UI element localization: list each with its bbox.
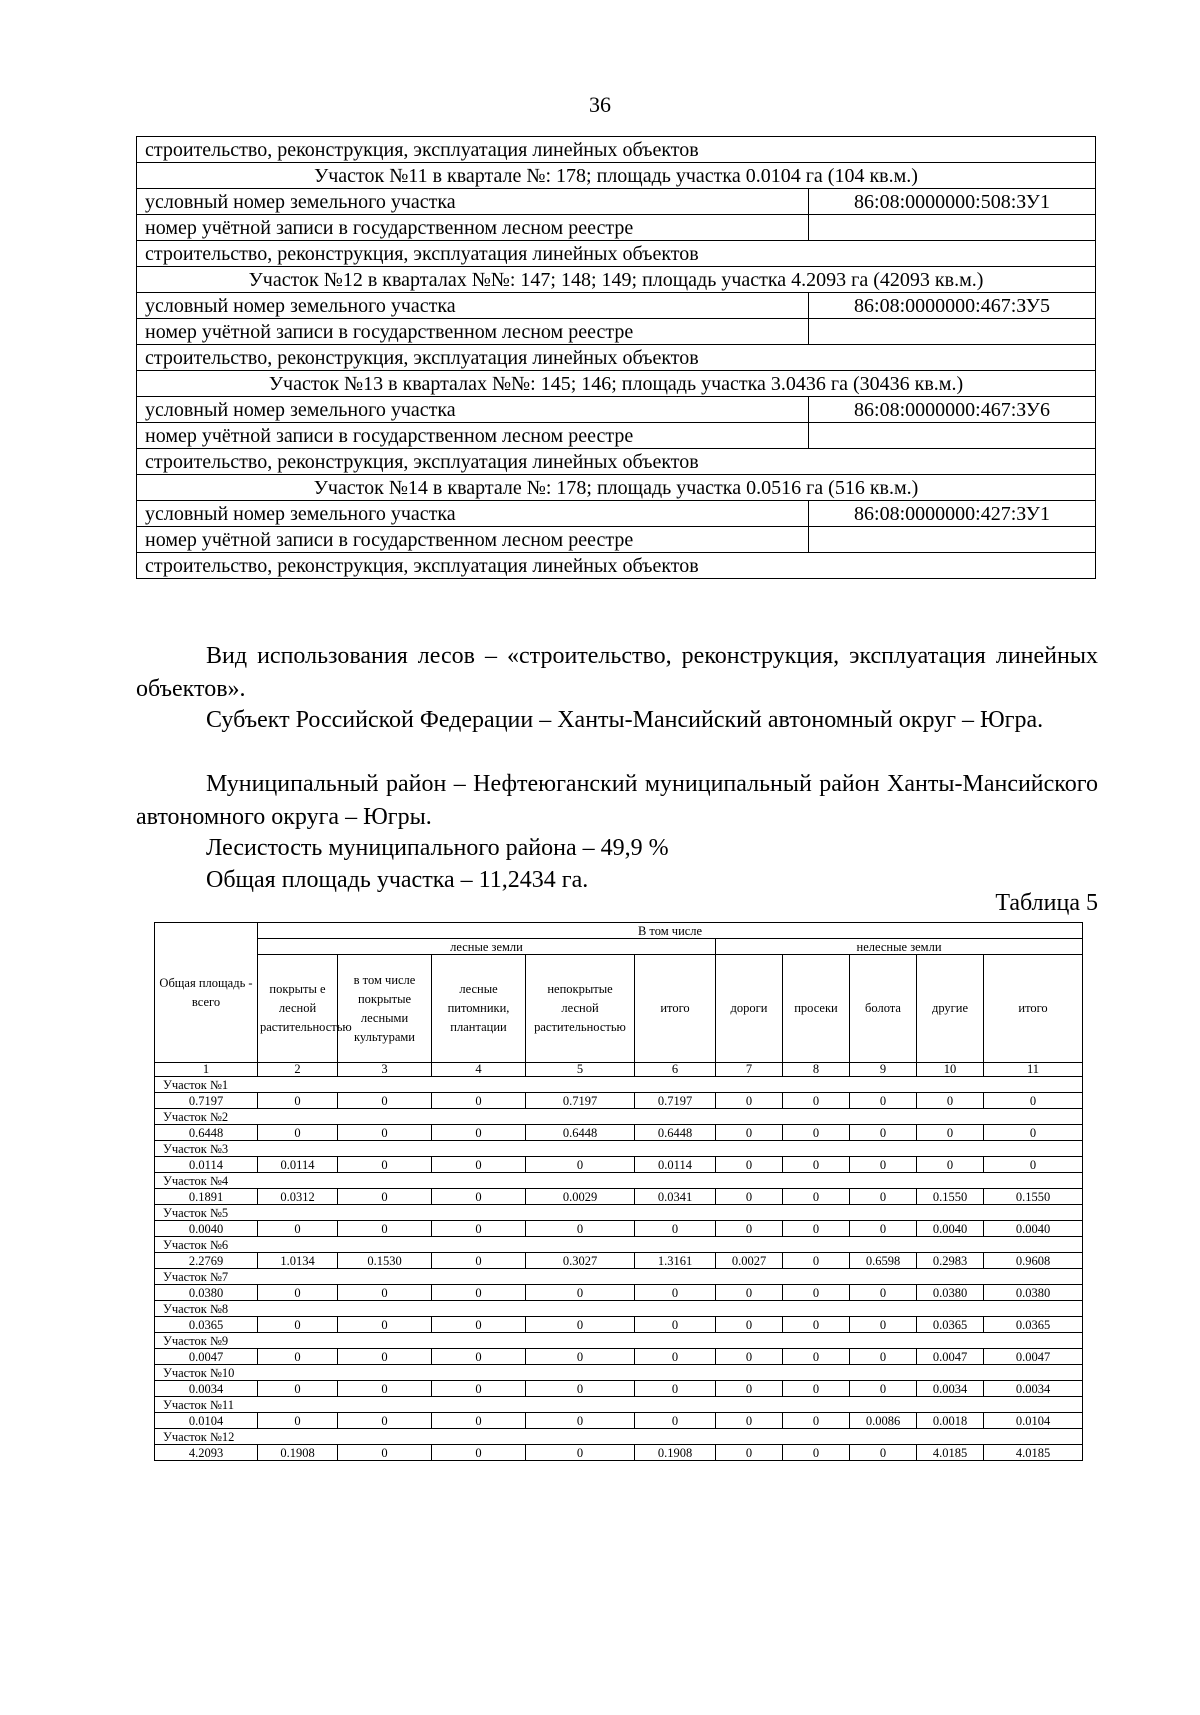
table-cell: 0 xyxy=(850,1125,917,1141)
table-row xyxy=(137,423,1096,449)
registry-number xyxy=(809,423,1096,449)
table-row xyxy=(137,241,1096,267)
table-row xyxy=(137,475,1096,501)
header-col-7: дороги xyxy=(716,955,783,1063)
table-cell: 0.0114 xyxy=(155,1157,258,1173)
table-cell: 0.6598 xyxy=(850,1253,917,1269)
plot-header: Участок №11 в квартале №: 178; площадь участка 0.0104 га (104 кв.м.) xyxy=(137,163,1096,189)
table-row xyxy=(155,1077,1083,1093)
plot-label: Участок №8 xyxy=(155,1301,1083,1317)
table-cell: 0 xyxy=(783,1381,850,1397)
plot-label: Участок №5 xyxy=(155,1205,1083,1221)
table-row xyxy=(155,1237,1083,1253)
column-number: 3 xyxy=(338,1063,432,1077)
table-cell: 0.0047 xyxy=(984,1349,1083,1365)
table-row xyxy=(155,955,1083,1063)
table-cell: 0.1530 xyxy=(338,1253,432,1269)
table-cell: 0 xyxy=(716,1381,783,1397)
table-cell: 0 xyxy=(850,1093,917,1109)
table-cell: 0.6448 xyxy=(526,1125,635,1141)
subject-text: Субъект Российской Федерации – Ханты-Мансийский автономный округ – Югра. xyxy=(206,707,1044,733)
table-cell: 0 xyxy=(716,1349,783,1365)
table-row xyxy=(137,449,1096,475)
table-cell: 0 xyxy=(338,1381,432,1397)
plot-label: Участок №6 xyxy=(155,1237,1083,1253)
table-cell: 0.0114 xyxy=(635,1157,716,1173)
plot-label: Участок №10 xyxy=(155,1365,1083,1381)
table-cell: 0.0380 xyxy=(155,1285,258,1301)
header-col-4: лесные питомники, плантации xyxy=(432,955,526,1063)
table-cell: 0.0365 xyxy=(155,1317,258,1333)
table-cell: 0 xyxy=(716,1093,783,1109)
table-cell: 0.1908 xyxy=(635,1445,716,1461)
table-row xyxy=(137,371,1096,397)
registry-number xyxy=(809,527,1096,553)
table-cell: 0.0029 xyxy=(526,1189,635,1205)
table-cell: 0.6448 xyxy=(155,1125,258,1141)
table-cell: 0 xyxy=(917,1157,984,1173)
table-row xyxy=(155,1125,1083,1141)
plot-header: Участок №13 в кварталах №№: 145; 146; площадь участка 3.0436 га (30436 кв.м.) xyxy=(137,371,1096,397)
table-cell: 0.7197 xyxy=(155,1093,258,1109)
table-row xyxy=(155,1381,1083,1397)
table-cell: 0.0086 xyxy=(850,1413,917,1429)
table-row xyxy=(155,1413,1083,1429)
table-cell: 0.0018 xyxy=(917,1413,984,1429)
table-cell: 0 xyxy=(526,1317,635,1333)
plot-label: Участок №2 xyxy=(155,1109,1083,1125)
table-cell: 0 xyxy=(716,1413,783,1429)
table-cell: 0 xyxy=(783,1285,850,1301)
table-cell: 0 xyxy=(338,1189,432,1205)
table-cell: 0 xyxy=(338,1125,432,1141)
table-cell: 0 xyxy=(783,1413,850,1429)
table-cell: 0.0114 xyxy=(258,1157,338,1173)
use-type-cell: строительство, реконструкция, эксплуатация линейных объектов xyxy=(137,137,1096,163)
table-cell: 0 xyxy=(258,1349,338,1365)
table-row xyxy=(155,1397,1083,1413)
cadastral-number: 86:08:0000000:508:ЗУ1 xyxy=(809,189,1096,215)
table-cell: 0 xyxy=(526,1413,635,1429)
table-cell: 0 xyxy=(526,1221,635,1237)
forest-use-paragraph xyxy=(136,640,1098,706)
plots-info-body xyxy=(137,163,1096,579)
table-cell: 0 xyxy=(984,1093,1083,1109)
table-cell: 0.1550 xyxy=(984,1189,1083,1205)
table-cell: 0 xyxy=(526,1285,635,1301)
table-cell: 0.2983 xyxy=(917,1253,984,1269)
table-row xyxy=(155,1365,1083,1381)
table-row xyxy=(155,1189,1083,1205)
table-row xyxy=(155,1301,1083,1317)
table-cell: 0 xyxy=(258,1381,338,1397)
table-cell: 0 xyxy=(783,1349,850,1365)
table-row xyxy=(137,527,1096,553)
header-including: В том числе xyxy=(258,923,1083,939)
registry-label: номер учётной записи в государственном лесном реестре xyxy=(137,527,809,553)
table-cell: 0 xyxy=(783,1189,850,1205)
table-cell: 0 xyxy=(258,1413,338,1429)
table-row xyxy=(155,1173,1083,1189)
column-number: 9 xyxy=(850,1063,917,1077)
table-cell: 0 xyxy=(783,1253,850,1269)
table-row xyxy=(155,1269,1083,1285)
table-cell: 0 xyxy=(258,1221,338,1237)
table-cell: 0 xyxy=(850,1157,917,1173)
table-cell: 0 xyxy=(432,1349,526,1365)
header-col-5: непокрытые лесной растительностью xyxy=(526,955,635,1063)
header-nonforest-lands: нелесные земли xyxy=(716,939,1083,955)
table-cell: 1.0134 xyxy=(258,1253,338,1269)
table-cell: 0.0104 xyxy=(984,1413,1083,1429)
table-cell: 0 xyxy=(635,1317,716,1333)
table-row xyxy=(137,189,1096,215)
table-cell: 0.0312 xyxy=(258,1189,338,1205)
table-row xyxy=(155,1253,1083,1269)
land-area-body xyxy=(155,1077,1083,1461)
table-cell: 0.0047 xyxy=(155,1349,258,1365)
table-row xyxy=(137,163,1096,189)
column-number: 2 xyxy=(258,1063,338,1077)
table-cell: 0 xyxy=(635,1285,716,1301)
table-cell: 0 xyxy=(716,1285,783,1301)
header-col-9: болота xyxy=(850,955,917,1063)
table-cell: 0.0040 xyxy=(917,1221,984,1237)
use-type-cell: строительство, реконструкция, эксплуатация линейных объектов xyxy=(137,345,1096,371)
table-row xyxy=(155,1349,1083,1365)
registry-number xyxy=(809,319,1096,345)
header-col-10: другие xyxy=(917,955,984,1063)
header-col-8: просеки xyxy=(783,955,850,1063)
table-cell: 0 xyxy=(432,1221,526,1237)
table-cell: 0 xyxy=(850,1381,917,1397)
table-cell: 0 xyxy=(783,1157,850,1173)
plot-header: Участок №12 в кварталах №№: 147; 148; 149; площадь участка 4.2093 га (42093 кв.м.) xyxy=(137,267,1096,293)
table-cell: 0 xyxy=(526,1349,635,1365)
cadastral-number: 86:08:0000000:467:ЗУ5 xyxy=(809,293,1096,319)
table-cell: 0.0034 xyxy=(917,1381,984,1397)
column-number: 7 xyxy=(716,1063,783,1077)
table-cell: 0 xyxy=(432,1445,526,1461)
table-cell: 0 xyxy=(338,1413,432,1429)
table-cell: 0 xyxy=(783,1221,850,1237)
cadastral-number: 86:08:0000000:467:ЗУ6 xyxy=(809,397,1096,423)
column-number: 11 xyxy=(984,1063,1083,1077)
header-total: Общая площадь - всего xyxy=(155,923,258,1063)
table-cell: 4.0185 xyxy=(984,1445,1083,1461)
page-number: 36 xyxy=(589,92,611,117)
table-cell: 0 xyxy=(917,1125,984,1141)
table-cell: 0.7197 xyxy=(526,1093,635,1109)
table-row xyxy=(155,1333,1083,1349)
subject-paragraph xyxy=(136,704,1098,737)
plot-header: Участок №14 в квартале №: 178; площадь участка 0.0516 га (516 кв.м.) xyxy=(137,475,1096,501)
plot-label: Участок №1 xyxy=(155,1077,1083,1093)
table-cell: 0 xyxy=(850,1189,917,1205)
column-number: 10 xyxy=(917,1063,984,1077)
table-cell: 0.0380 xyxy=(917,1285,984,1301)
header-forest-lands: лесные земли xyxy=(258,939,716,955)
header-col-11: итого xyxy=(984,955,1083,1063)
table-cell: 0.6448 xyxy=(635,1125,716,1141)
forest-cover-paragraph xyxy=(136,832,1098,865)
table-cell: 0 xyxy=(850,1221,917,1237)
table-cell: 0 xyxy=(716,1157,783,1173)
table-cell: 0 xyxy=(783,1445,850,1461)
table-cell: 0.0027 xyxy=(716,1253,783,1269)
plot-label: Участок №11 xyxy=(155,1397,1083,1413)
land-area-table xyxy=(154,922,1083,1461)
table-cell: 0 xyxy=(635,1221,716,1237)
table-cell: 0 xyxy=(850,1317,917,1333)
table-cell: 0 xyxy=(783,1125,850,1141)
table-cell: 0 xyxy=(258,1093,338,1109)
table-cell: 0.1891 xyxy=(155,1189,258,1205)
column-number: 6 xyxy=(635,1063,716,1077)
table-cell: 0.0341 xyxy=(635,1189,716,1205)
table-row xyxy=(137,293,1096,319)
table-cell: 0 xyxy=(635,1381,716,1397)
table-cell: 0.9608 xyxy=(984,1253,1083,1269)
plots-info-table xyxy=(136,136,1096,579)
plot-label: Участок №12 xyxy=(155,1429,1083,1445)
table-row xyxy=(155,939,1083,955)
cadastral-number: 86:08:0000000:427:ЗУ1 xyxy=(809,501,1096,527)
table-cell: 0 xyxy=(716,1445,783,1461)
table-cell: 0 xyxy=(432,1381,526,1397)
district-text: Муниципальный район – Нефтеюганский муниципальный район Ханты-Мансийского автономного округа – Югры. xyxy=(136,771,1098,830)
table-cell: 0 xyxy=(526,1157,635,1173)
table-cell: 0 xyxy=(432,1253,526,1269)
table-cell: 0.1550 xyxy=(917,1189,984,1205)
table-row xyxy=(155,1445,1083,1461)
table-cell: 1.3161 xyxy=(635,1253,716,1269)
column-number: 4 xyxy=(432,1063,526,1077)
table-cell: 4.2093 xyxy=(155,1445,258,1461)
table-cell: 0 xyxy=(338,1317,432,1333)
table-cell: 0 xyxy=(716,1189,783,1205)
forest-cover-text: Лесистость муниципального района – 49,9 % xyxy=(206,835,669,861)
table-cell: 0 xyxy=(432,1285,526,1301)
table-cell: 0 xyxy=(984,1157,1083,1173)
table-cell: 0 xyxy=(526,1381,635,1397)
table-row xyxy=(155,1429,1083,1445)
use-type-cell: строительство, реконструкция, эксплуатация линейных объектов xyxy=(137,553,1096,579)
table-cell: 0 xyxy=(850,1349,917,1365)
column-number: 8 xyxy=(783,1063,850,1077)
table-cell: 0.0034 xyxy=(984,1381,1083,1397)
table-cell: 0 xyxy=(432,1413,526,1429)
plot-label: Участок №7 xyxy=(155,1269,1083,1285)
table-row xyxy=(155,1205,1083,1221)
table-cell: 0 xyxy=(783,1093,850,1109)
table-row xyxy=(137,137,1096,163)
table-cell: 0.7197 xyxy=(635,1093,716,1109)
header-col-6: итого xyxy=(635,955,716,1063)
table-caption: Таблица 5 xyxy=(995,890,1098,916)
registry-label: номер учётной записи в государственном лесном реестре xyxy=(137,423,809,449)
table-row xyxy=(137,553,1096,579)
table-cell: 0 xyxy=(716,1221,783,1237)
table-cell: 0.0047 xyxy=(917,1349,984,1365)
table-cell: 0.0365 xyxy=(984,1317,1083,1333)
table-cell: 0 xyxy=(338,1285,432,1301)
table-cell: 0.0380 xyxy=(984,1285,1083,1301)
header-col-2: покрыты е лесной растительностью xyxy=(258,955,338,1063)
cadastral-label: условный номер земельного участка xyxy=(137,397,809,423)
column-number: 1 xyxy=(155,1063,258,1077)
table-row xyxy=(137,319,1096,345)
table-cell: 0.1908 xyxy=(258,1445,338,1461)
table-cell: 0 xyxy=(338,1093,432,1109)
table-cell: 0 xyxy=(432,1317,526,1333)
table-cell: 0 xyxy=(526,1445,635,1461)
table-cell: 0.0365 xyxy=(917,1317,984,1333)
table-row xyxy=(155,1285,1083,1301)
table-cell: 0 xyxy=(258,1317,338,1333)
table-cell: 0 xyxy=(635,1413,716,1429)
plot-label: Участок №3 xyxy=(155,1141,1083,1157)
table-cell: 0 xyxy=(258,1285,338,1301)
table-row xyxy=(137,215,1096,241)
table-cell: 0 xyxy=(338,1349,432,1365)
table-cell: 0 xyxy=(338,1445,432,1461)
table-cell: 0 xyxy=(432,1189,526,1205)
registry-number xyxy=(809,215,1096,241)
table-cell: 0 xyxy=(338,1157,432,1173)
plot-label: Участок №4 xyxy=(155,1173,1083,1189)
table-cell: 0.0104 xyxy=(155,1413,258,1429)
table-row xyxy=(155,1157,1083,1173)
table-cell: 0 xyxy=(432,1093,526,1109)
table-cell: 0 xyxy=(716,1317,783,1333)
table-cell: 0 xyxy=(716,1125,783,1141)
cadastral-label: условный номер земельного участка xyxy=(137,501,809,527)
table-row xyxy=(137,397,1096,423)
table-cell: 0 xyxy=(917,1093,984,1109)
table-row xyxy=(155,1093,1083,1109)
table-cell: 0 xyxy=(850,1445,917,1461)
table-row xyxy=(155,1221,1083,1237)
column-number: 5 xyxy=(526,1063,635,1077)
table-cell: 0 xyxy=(432,1157,526,1173)
header-col-3: в том числе покрытые лесными культурами xyxy=(338,955,432,1063)
use-type-cell: строительство, реконструкция, эксплуатация линейных объектов xyxy=(137,241,1096,267)
column-numbers-row xyxy=(155,1063,1083,1077)
cadastral-label: условный номер земельного участка xyxy=(137,189,809,215)
use-type-cell: строительство, реконструкция, эксплуатация линейных объектов xyxy=(137,449,1096,475)
table-row xyxy=(155,923,1083,939)
forest-use-text: Вид использования лесов – «строительство, реконструкция, эксплуатация линейных объектов». xyxy=(136,643,1098,702)
table-cell: 0 xyxy=(258,1125,338,1141)
table-cell: 0 xyxy=(783,1317,850,1333)
table-row xyxy=(137,501,1096,527)
cadastral-label: условный номер земельного участка xyxy=(137,293,809,319)
table-row xyxy=(155,1317,1083,1333)
plot-label: Участок №9 xyxy=(155,1333,1083,1349)
table-cell: 0 xyxy=(338,1221,432,1237)
table-cell: 0 xyxy=(984,1125,1083,1141)
table-cell: 0 xyxy=(432,1125,526,1141)
table-cell: 0.3027 xyxy=(526,1253,635,1269)
table-cell: 2.2769 xyxy=(155,1253,258,1269)
table-row xyxy=(155,1109,1083,1125)
table-cell: 0 xyxy=(850,1285,917,1301)
table-row xyxy=(137,345,1096,371)
district-paragraph xyxy=(136,768,1098,834)
registry-label: номер учётной записи в государственном лесном реестре xyxy=(137,319,809,345)
table-row xyxy=(137,267,1096,293)
total-area-text: Общая площадь участка – 11,2434 га. xyxy=(206,867,589,893)
table-cell: 0.0040 xyxy=(155,1221,258,1237)
table-cell: 0 xyxy=(635,1349,716,1365)
registry-label: номер учётной записи в государственном лесном реестре xyxy=(137,215,809,241)
table-cell: 4.0185 xyxy=(917,1445,984,1461)
table-cell: 0.0034 xyxy=(155,1381,258,1397)
table-row xyxy=(155,1141,1083,1157)
table-cell: 0.0040 xyxy=(984,1221,1083,1237)
